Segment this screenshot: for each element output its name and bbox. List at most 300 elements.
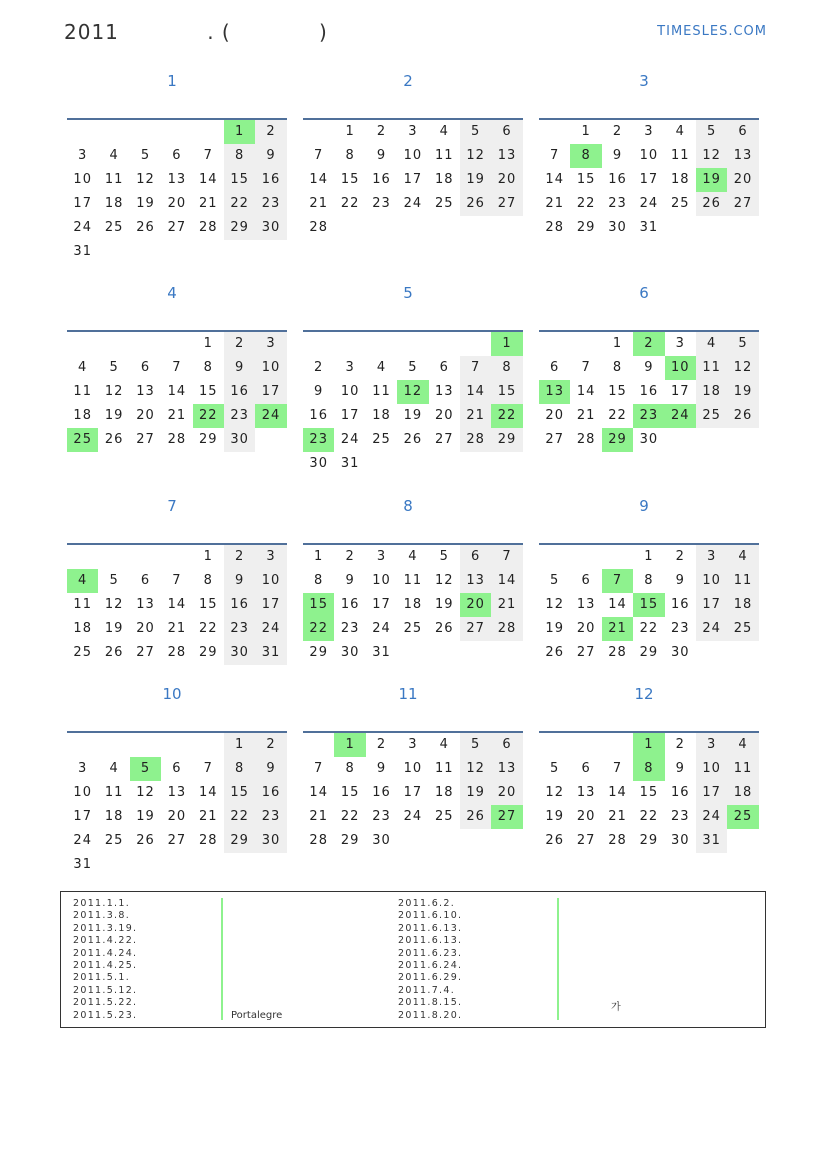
day-cell: 24 bbox=[639, 196, 659, 211]
day-cell: 25 bbox=[372, 432, 391, 447]
empty-cell bbox=[98, 120, 129, 144]
day-cell: 23 bbox=[255, 805, 286, 829]
week-row bbox=[67, 733, 287, 757]
day-cell: 8 bbox=[345, 148, 355, 163]
month-name: 3 bbox=[639, 72, 649, 90]
day-cell: 11 bbox=[73, 597, 92, 612]
day-cell: 20 bbox=[727, 168, 758, 192]
empty-cell bbox=[334, 216, 365, 240]
week-row bbox=[303, 569, 523, 593]
week-row bbox=[303, 733, 523, 757]
day-cell: 16 bbox=[670, 785, 690, 800]
day-cell: 21 bbox=[460, 404, 491, 428]
month-grid bbox=[303, 731, 523, 853]
day-cell: 28 bbox=[576, 432, 596, 447]
day-cell: 12 bbox=[136, 172, 155, 187]
day-cell: 5 bbox=[408, 360, 418, 375]
day-cell: 29 bbox=[198, 645, 218, 660]
day-cell: 30 bbox=[255, 216, 286, 240]
day-cell: 18 bbox=[670, 172, 690, 187]
day-cell: 22 bbox=[608, 408, 627, 423]
day-cell: 20 bbox=[434, 408, 454, 423]
day-cell: 24 bbox=[73, 220, 92, 235]
holiday-date: 2011.6.13. bbox=[398, 935, 463, 947]
day-cell: 20 bbox=[167, 809, 187, 824]
day-cell: 4 bbox=[439, 737, 449, 752]
day-cell: 30 bbox=[224, 428, 255, 452]
day-cell: 6 bbox=[140, 573, 151, 588]
empty-cell bbox=[303, 332, 334, 356]
day-cell: 4 bbox=[727, 545, 758, 569]
day-cell: 16 bbox=[340, 597, 360, 612]
day-cell: 25 bbox=[727, 805, 758, 829]
month-grid bbox=[539, 330, 759, 452]
day-cell: 8 bbox=[612, 360, 623, 375]
day-cell: 6 bbox=[140, 360, 151, 375]
day-cell: 10 bbox=[665, 356, 696, 380]
empty-cell bbox=[397, 829, 428, 853]
day-cell: 2 bbox=[314, 360, 324, 375]
day-cell: 15 bbox=[491, 380, 522, 404]
day-cell: 23 bbox=[372, 809, 391, 824]
day-cell: 30 bbox=[309, 456, 328, 471]
day-cell: 21 bbox=[167, 621, 187, 636]
day-cell: 8 bbox=[570, 144, 601, 168]
day-cell: 14 bbox=[309, 785, 328, 800]
day-cell: 6 bbox=[581, 761, 591, 776]
day-cell: 12 bbox=[696, 144, 727, 168]
empty-cell bbox=[397, 216, 428, 240]
day-cell: 17 bbox=[73, 196, 92, 211]
month-name: 12 bbox=[634, 685, 654, 703]
day-cell: 15 bbox=[198, 597, 218, 612]
empty-cell bbox=[130, 332, 161, 356]
day-cell: 9 bbox=[224, 569, 255, 593]
week-row bbox=[67, 356, 287, 380]
day-cell: 28 bbox=[309, 833, 328, 848]
day-cell: 4 bbox=[408, 549, 418, 564]
empty-cell bbox=[98, 240, 129, 264]
day-cell: 27 bbox=[545, 432, 564, 447]
holiday-date: 2011.4.25. bbox=[73, 960, 138, 972]
holiday-date: 2011.8.15. bbox=[398, 997, 463, 1009]
day-cell: 13 bbox=[576, 597, 596, 612]
day-cell: 22 bbox=[303, 617, 334, 641]
day-cell: 17 bbox=[340, 408, 360, 423]
holiday-legend bbox=[60, 891, 766, 1028]
week-row bbox=[67, 428, 287, 452]
day-cell: 30 bbox=[670, 833, 690, 848]
day-cell: 29 bbox=[198, 432, 218, 447]
month-name: 2 bbox=[403, 72, 413, 90]
day-cell: 3 bbox=[408, 124, 418, 139]
day-cell: 20 bbox=[460, 593, 491, 617]
day-cell: 14 bbox=[460, 380, 491, 404]
site-name[interactable]: TIMESLES.COM bbox=[657, 24, 767, 39]
day-cell: 24 bbox=[696, 617, 727, 641]
day-cell: 13 bbox=[727, 144, 758, 168]
day-cell: 20 bbox=[576, 809, 596, 824]
day-cell: 26 bbox=[434, 621, 454, 636]
day-cell: 1 bbox=[633, 733, 664, 757]
day-cell: 24 bbox=[372, 621, 391, 636]
day-cell: 13 bbox=[539, 380, 570, 404]
day-cell: 5 bbox=[460, 733, 491, 757]
month-grid bbox=[303, 543, 523, 665]
week-row bbox=[67, 380, 287, 404]
empty-cell bbox=[255, 853, 286, 877]
week-row bbox=[303, 829, 523, 853]
day-cell: 31 bbox=[639, 220, 659, 235]
day-cell: 22 bbox=[224, 805, 255, 829]
holiday-date: 2011.6.29. bbox=[398, 972, 463, 984]
holiday-dates-left bbox=[73, 898, 137, 1022]
day-cell: 26 bbox=[460, 805, 491, 829]
empty-cell bbox=[193, 240, 224, 264]
empty-cell bbox=[334, 332, 365, 356]
day-cell: 24 bbox=[340, 432, 360, 447]
day-cell: 9 bbox=[644, 360, 654, 375]
empty-cell bbox=[539, 545, 570, 569]
day-cell: 31 bbox=[372, 645, 391, 660]
week-row bbox=[539, 545, 759, 569]
day-cell: 5 bbox=[109, 573, 119, 588]
day-cell: 16 bbox=[372, 785, 391, 800]
day-cell: 1 bbox=[203, 549, 213, 564]
week-row bbox=[67, 240, 287, 264]
month-grid bbox=[539, 118, 759, 240]
empty-cell bbox=[303, 120, 334, 144]
day-cell: 3 bbox=[78, 148, 88, 163]
day-cell: 11 bbox=[104, 785, 124, 800]
empty-cell bbox=[193, 853, 224, 877]
empty-cell bbox=[397, 332, 428, 356]
empty-cell bbox=[570, 545, 601, 569]
day-cell: 7 bbox=[491, 545, 522, 569]
day-cell: 22 bbox=[340, 809, 360, 824]
day-cell: 13 bbox=[136, 384, 155, 399]
day-cell: 13 bbox=[136, 597, 155, 612]
week-row bbox=[67, 781, 287, 805]
day-cell: 1 bbox=[491, 332, 522, 356]
day-cell: 25 bbox=[104, 220, 124, 235]
empty-cell bbox=[161, 853, 192, 877]
day-cell: 2 bbox=[345, 549, 355, 564]
day-cell: 19 bbox=[727, 380, 758, 404]
empty-cell bbox=[491, 216, 522, 240]
month-grid bbox=[67, 543, 287, 665]
holiday-date: 2011.3.19. bbox=[73, 922, 138, 934]
day-cell: 17 bbox=[403, 172, 423, 187]
month-name: 9 bbox=[639, 497, 649, 515]
day-cell: 13 bbox=[491, 757, 522, 781]
day-cell: 12 bbox=[545, 597, 564, 612]
day-cell: 1 bbox=[334, 733, 365, 757]
day-cell: 29 bbox=[639, 645, 659, 660]
day-cell: 4 bbox=[67, 569, 98, 593]
week-row bbox=[539, 168, 759, 192]
day-cell: 30 bbox=[639, 432, 659, 447]
page-title: 2011 . ( ) bbox=[64, 20, 328, 44]
day-cell: 6 bbox=[727, 120, 758, 144]
empty-cell bbox=[665, 428, 696, 452]
day-cell: 24 bbox=[403, 196, 423, 211]
month-grid bbox=[303, 118, 523, 240]
day-cell: 18 bbox=[727, 593, 758, 617]
week-row bbox=[303, 781, 523, 805]
empty-cell bbox=[460, 452, 491, 476]
empty-cell bbox=[539, 733, 570, 757]
day-cell: 22 bbox=[576, 196, 596, 211]
day-cell: 2 bbox=[255, 120, 286, 144]
day-cell: 14 bbox=[198, 785, 218, 800]
day-cell: 11 bbox=[104, 172, 124, 187]
week-row bbox=[539, 216, 759, 240]
day-cell: 10 bbox=[340, 384, 360, 399]
holiday-dates-right bbox=[398, 898, 462, 1022]
day-cell: 5 bbox=[727, 332, 758, 356]
day-cell: 12 bbox=[397, 380, 428, 404]
day-cell: 7 bbox=[172, 360, 182, 375]
empty-cell bbox=[98, 733, 129, 757]
day-cell: 23 bbox=[633, 404, 664, 428]
empty-cell bbox=[130, 120, 161, 144]
day-cell: 31 bbox=[340, 456, 360, 471]
holiday-date: 2011.8.20. bbox=[398, 1009, 463, 1021]
day-cell: 14 bbox=[491, 569, 522, 593]
day-cell: 21 bbox=[608, 809, 627, 824]
day-cell: 23 bbox=[372, 196, 391, 211]
holiday-date: 2011.5.23. bbox=[73, 1009, 138, 1021]
day-cell: 15 bbox=[639, 785, 659, 800]
day-cell: 8 bbox=[203, 573, 213, 588]
week-row bbox=[539, 356, 759, 380]
empty-cell bbox=[429, 452, 460, 476]
day-cell: 12 bbox=[434, 573, 454, 588]
day-cell: 10 bbox=[73, 172, 92, 187]
day-cell: 15 bbox=[198, 384, 218, 399]
week-row bbox=[303, 757, 523, 781]
day-cell: 30 bbox=[608, 220, 627, 235]
day-cell: 5 bbox=[550, 573, 560, 588]
week-row bbox=[303, 404, 523, 428]
day-cell: 10 bbox=[73, 785, 92, 800]
empty-cell bbox=[67, 120, 98, 144]
day-cell: 21 bbox=[309, 196, 328, 211]
day-cell: 29 bbox=[491, 428, 522, 452]
week-row bbox=[539, 569, 759, 593]
day-cell: 22 bbox=[224, 192, 255, 216]
day-cell: 11 bbox=[403, 573, 423, 588]
empty-cell bbox=[366, 332, 397, 356]
day-cell: 23 bbox=[224, 617, 255, 641]
day-cell: 14 bbox=[576, 384, 596, 399]
day-cell: 13 bbox=[167, 172, 187, 187]
day-cell: 24 bbox=[255, 404, 286, 428]
empty-cell bbox=[696, 216, 727, 240]
day-cell: 13 bbox=[491, 144, 522, 168]
day-cell: 6 bbox=[581, 573, 591, 588]
day-cell: 13 bbox=[167, 785, 187, 800]
day-cell: 21 bbox=[545, 196, 564, 211]
day-cell: 9 bbox=[224, 356, 255, 380]
day-cell: 23 bbox=[670, 809, 690, 824]
day-cell: 20 bbox=[491, 168, 522, 192]
day-cell: 25 bbox=[434, 809, 454, 824]
day-cell: 20 bbox=[136, 408, 155, 423]
day-cell: 4 bbox=[78, 360, 88, 375]
day-cell: 21 bbox=[198, 196, 218, 211]
day-cell: 19 bbox=[545, 809, 564, 824]
empty-cell bbox=[98, 853, 129, 877]
empty-cell bbox=[161, 332, 192, 356]
day-cell: 28 bbox=[608, 645, 627, 660]
empty-cell bbox=[696, 641, 727, 665]
day-cell: 25 bbox=[403, 621, 423, 636]
day-cell: 11 bbox=[434, 761, 454, 776]
empty-cell bbox=[366, 216, 397, 240]
day-cell: 9 bbox=[675, 573, 685, 588]
week-row bbox=[539, 641, 759, 665]
day-cell: 29 bbox=[224, 829, 255, 853]
week-row bbox=[539, 380, 759, 404]
day-cell: 4 bbox=[109, 761, 119, 776]
day-cell: 21 bbox=[167, 408, 187, 423]
week-row bbox=[67, 216, 287, 240]
day-cell: 26 bbox=[136, 220, 155, 235]
day-cell: 26 bbox=[727, 404, 758, 428]
day-cell: 18 bbox=[73, 408, 92, 423]
day-cell: 29 bbox=[639, 833, 659, 848]
month-grid bbox=[67, 731, 287, 877]
empty-cell bbox=[460, 829, 491, 853]
week-row bbox=[67, 144, 287, 168]
day-cell: 21 bbox=[309, 809, 328, 824]
day-cell: 15 bbox=[224, 781, 255, 805]
week-row bbox=[67, 332, 287, 356]
day-cell: 10 bbox=[639, 148, 659, 163]
empty-cell bbox=[397, 452, 428, 476]
day-cell: 29 bbox=[340, 833, 360, 848]
day-cell: 17 bbox=[639, 172, 659, 187]
day-cell: 11 bbox=[434, 148, 454, 163]
day-cell: 2 bbox=[224, 545, 255, 569]
day-cell: 9 bbox=[675, 761, 685, 776]
day-cell: 18 bbox=[727, 781, 758, 805]
week-row bbox=[303, 380, 523, 404]
day-cell: 7 bbox=[172, 573, 182, 588]
day-cell: 5 bbox=[460, 120, 491, 144]
day-cell: 8 bbox=[224, 757, 255, 781]
day-cell: 17 bbox=[372, 597, 391, 612]
day-cell: 16 bbox=[255, 168, 286, 192]
empty-cell bbox=[665, 216, 696, 240]
day-cell: 17 bbox=[696, 781, 727, 805]
day-cell: 12 bbox=[460, 757, 491, 781]
day-cell: 12 bbox=[727, 356, 758, 380]
day-cell: 6 bbox=[172, 148, 182, 163]
day-cell: 26 bbox=[696, 192, 727, 216]
day-cell: 28 bbox=[167, 432, 187, 447]
day-cell: 9 bbox=[612, 148, 623, 163]
week-row bbox=[539, 593, 759, 617]
empty-cell bbox=[130, 240, 161, 264]
day-cell: 12 bbox=[104, 597, 124, 612]
day-cell: 20 bbox=[545, 408, 564, 423]
week-row bbox=[539, 829, 759, 853]
empty-cell bbox=[429, 641, 460, 665]
day-cell: 30 bbox=[372, 833, 391, 848]
week-row bbox=[303, 120, 523, 144]
day-cell: 15 bbox=[340, 172, 360, 187]
month-name: 4 bbox=[167, 284, 177, 302]
day-cell: 13 bbox=[576, 785, 596, 800]
day-cell: 10 bbox=[372, 573, 391, 588]
empty-cell bbox=[98, 332, 129, 356]
day-cell: 7 bbox=[612, 761, 623, 776]
week-row bbox=[303, 593, 523, 617]
day-cell: 12 bbox=[545, 785, 564, 800]
day-cell: 26 bbox=[104, 645, 124, 660]
day-cell: 1 bbox=[224, 120, 255, 144]
day-cell: 16 bbox=[639, 384, 659, 399]
week-row bbox=[67, 641, 287, 665]
day-cell: 1 bbox=[612, 336, 623, 351]
day-cell: 26 bbox=[136, 833, 155, 848]
day-cell: 11 bbox=[727, 757, 758, 781]
day-cell: 3 bbox=[408, 737, 418, 752]
empty-cell bbox=[303, 733, 334, 757]
day-cell: 2 bbox=[633, 332, 664, 356]
week-row bbox=[303, 428, 523, 452]
day-cell: 20 bbox=[491, 781, 522, 805]
empty-cell bbox=[460, 641, 491, 665]
holiday-date: 2011.5.1. bbox=[73, 972, 131, 984]
day-cell: 19 bbox=[104, 408, 124, 423]
month-grid bbox=[303, 330, 523, 476]
holiday-date: 2011.6.2. bbox=[398, 898, 456, 909]
day-cell: 30 bbox=[340, 645, 360, 660]
week-row bbox=[303, 641, 523, 665]
day-cell: 4 bbox=[696, 332, 727, 356]
day-cell: 24 bbox=[255, 617, 286, 641]
week-row bbox=[303, 144, 523, 168]
day-cell: 27 bbox=[576, 833, 596, 848]
holiday-date: 2011.4.22. bbox=[73, 935, 138, 947]
day-cell: 9 bbox=[376, 148, 387, 163]
week-row bbox=[303, 617, 523, 641]
empty-cell bbox=[602, 733, 633, 757]
empty-cell bbox=[224, 853, 255, 877]
day-cell: 2 bbox=[675, 737, 685, 752]
week-row bbox=[303, 452, 523, 476]
day-cell: 19 bbox=[545, 621, 564, 636]
day-cell: 24 bbox=[696, 805, 727, 829]
day-cell: 30 bbox=[224, 641, 255, 665]
day-cell: 3 bbox=[696, 733, 727, 757]
day-cell: 19 bbox=[460, 168, 491, 192]
day-cell: 12 bbox=[136, 785, 155, 800]
holiday-date: 2011.4.24. bbox=[73, 947, 138, 959]
day-cell: 8 bbox=[633, 757, 664, 781]
month-grid bbox=[539, 543, 759, 665]
day-cell: 20 bbox=[136, 621, 155, 636]
day-cell: 3 bbox=[78, 761, 88, 776]
legend-note-left: Portalegre bbox=[231, 1010, 283, 1021]
month-name: 8 bbox=[403, 497, 413, 515]
week-row bbox=[539, 617, 759, 641]
day-cell: 29 bbox=[224, 216, 255, 240]
